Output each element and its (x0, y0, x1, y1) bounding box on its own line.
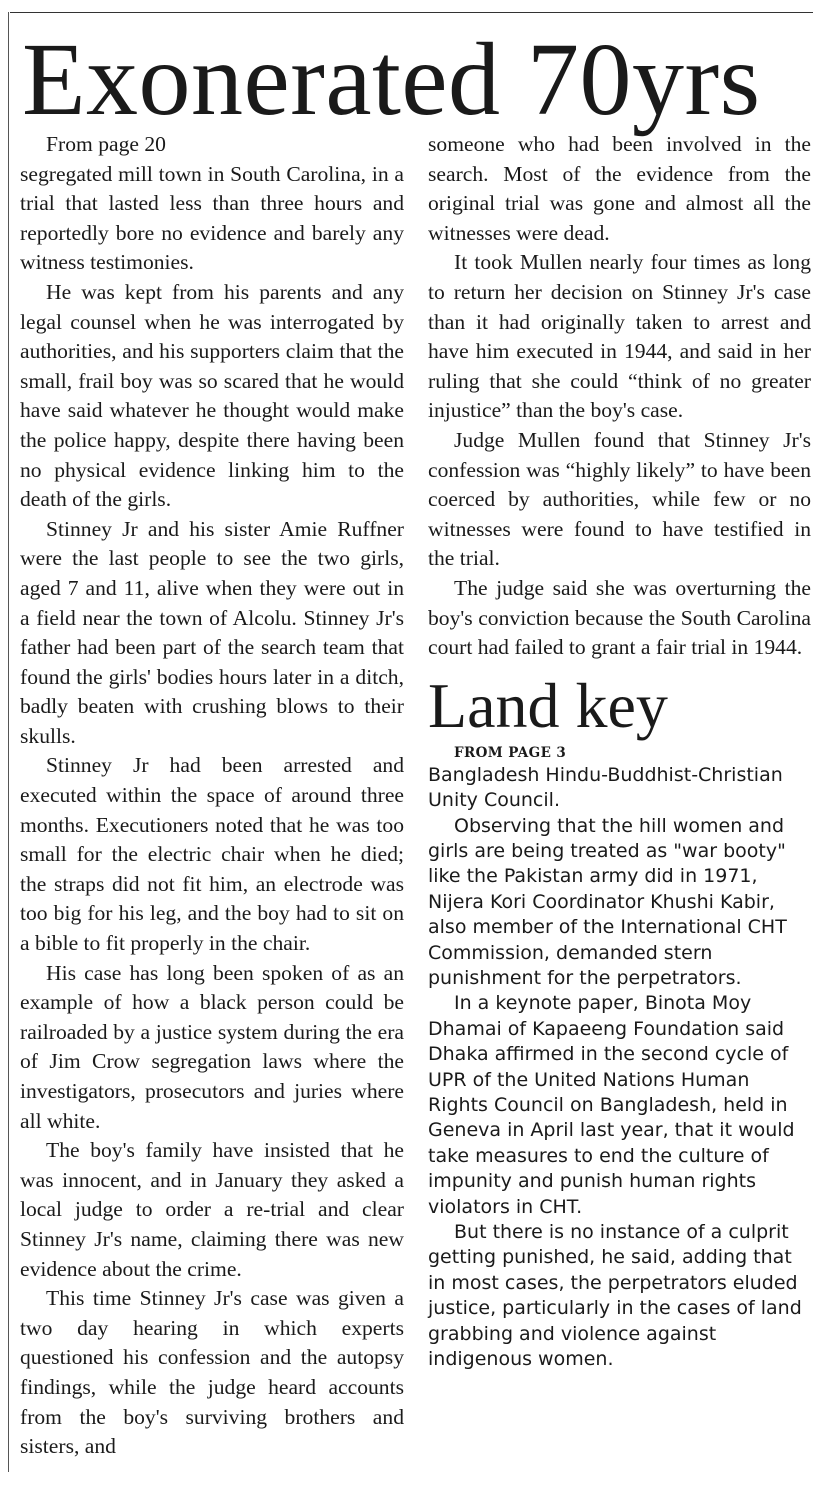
left-column-rule (8, 12, 9, 1472)
article-column-left (20, 130, 404, 1462)
land-key-paragraph: But there is no instance of a culprit getting punished, he said, adding that in most cases, the perpetrators eluded justice, particularly in the cases of land grabbing and violence against indigenous women. (428, 1221, 802, 1371)
land-key-paragraph: Observing that the hill women and girls are being treated as "war booty" like the Pakistan army did in 1971, Nijera Kori Coordinator Khushi Kabir, also member of the International CHT Commission, demanded stern punishment for the perpetrators. (428, 814, 787, 989)
article-paragraph: someone who had been involved in the search. Most of the evidence from the original trial was gone and almost all the witnesses were dead. (428, 132, 811, 245)
article-paragraph: The judge said she was overturning the boy's conviction because the South Carolina court had failed to grant a fair trial in 1944. (428, 575, 811, 660)
land-key-continued-from: FROM PAGE 3 (454, 744, 567, 761)
continued-from-line: From page 20 (46, 132, 166, 156)
article-paragraph: Stinney Jr and his sister Amie Ruffner were the last people to see the two girls, aged 7 and 11, alive when they were out in a field near the town of Alcolu. Stinney Jr's father had been part of the search team that found the girls' bodies hours later in a ditch, badly beaten with crushing blows to their skulls. (20, 516, 404, 748)
land-key-headline: Land key (428, 669, 668, 741)
article-paragraph: This time Stinney Jr's case was given a two day hearing in which experts questioned his confession and the autopsy findings, while the judge heard accounts from the boy's surviving brothers and sisters, and (20, 1286, 404, 1459)
article-column-right (428, 130, 811, 1372)
land-key-paragraph: In a keynote paper, Binota Moy Dhamai of Kapaeeng Foundation said Dhaka affirmed in the second cycle of UPR of the United Nations Human Rights Council on Bangladesh, held in Geneva in April last year, that it would take measures to end the culture of impunity and punish human rights violators in CHT. (428, 992, 795, 1218)
article-paragraph: Judge Mullen found that Stinney Jr's confession was “highly likely” to have been coerced by authorities, while few or no witnesses were found to have testified in the trial. (428, 427, 811, 571)
article-paragraph: The boy's family have insisted that he was innocent, and in January they asked a local judge to order a re-trial and clear Stinney Jr's name, claiming there was new evidence about the crime. (20, 1138, 404, 1281)
article-paragraph: segregated mill town in South Carolina, in a trial that lasted less than three hours and reportedly bore no evidence and barely any witness testimonies. (20, 161, 404, 275)
land-key-body (428, 763, 811, 1373)
article-headline: Exonerated 70yrs (22, 22, 761, 137)
article-paragraph: He was kept from his parents and any legal counsel when he was interrogated by authorities, and his supporters claim that the small, frail boy was so scared that he would have said whatever he thought would make the police happy, despite there having been no physical evidence linking him to the death of the girls. (20, 279, 404, 512)
article-paragraph: Stinney Jr had been arrested and executed within the space of around three months. Executioners noted that he was too small for the electric chair when he died; the straps did not fit him, an electrode was too big for his leg, and the boy had to sit on a bible to fit properly in the chair. (20, 753, 404, 956)
top-rule (10, 12, 813, 13)
article-paragraph: It took Mullen nearly four times as long to return her decision on Stinney Jr's case than it had originally taken to arrest and have him executed in 1944, and said in her ruling that she could “think of no greater injustice” than the boy's case. (428, 250, 811, 423)
article-paragraph: His case has long been spoken of as an example of how a black person could be railroaded by a justice system during the era of Jim Crow segregation laws where the investigators, prosecutors and juries where all white. (20, 960, 404, 1133)
land-key-paragraph: Bangladesh Hindu-Buddhist-Christian Unity Council. (428, 763, 783, 812)
